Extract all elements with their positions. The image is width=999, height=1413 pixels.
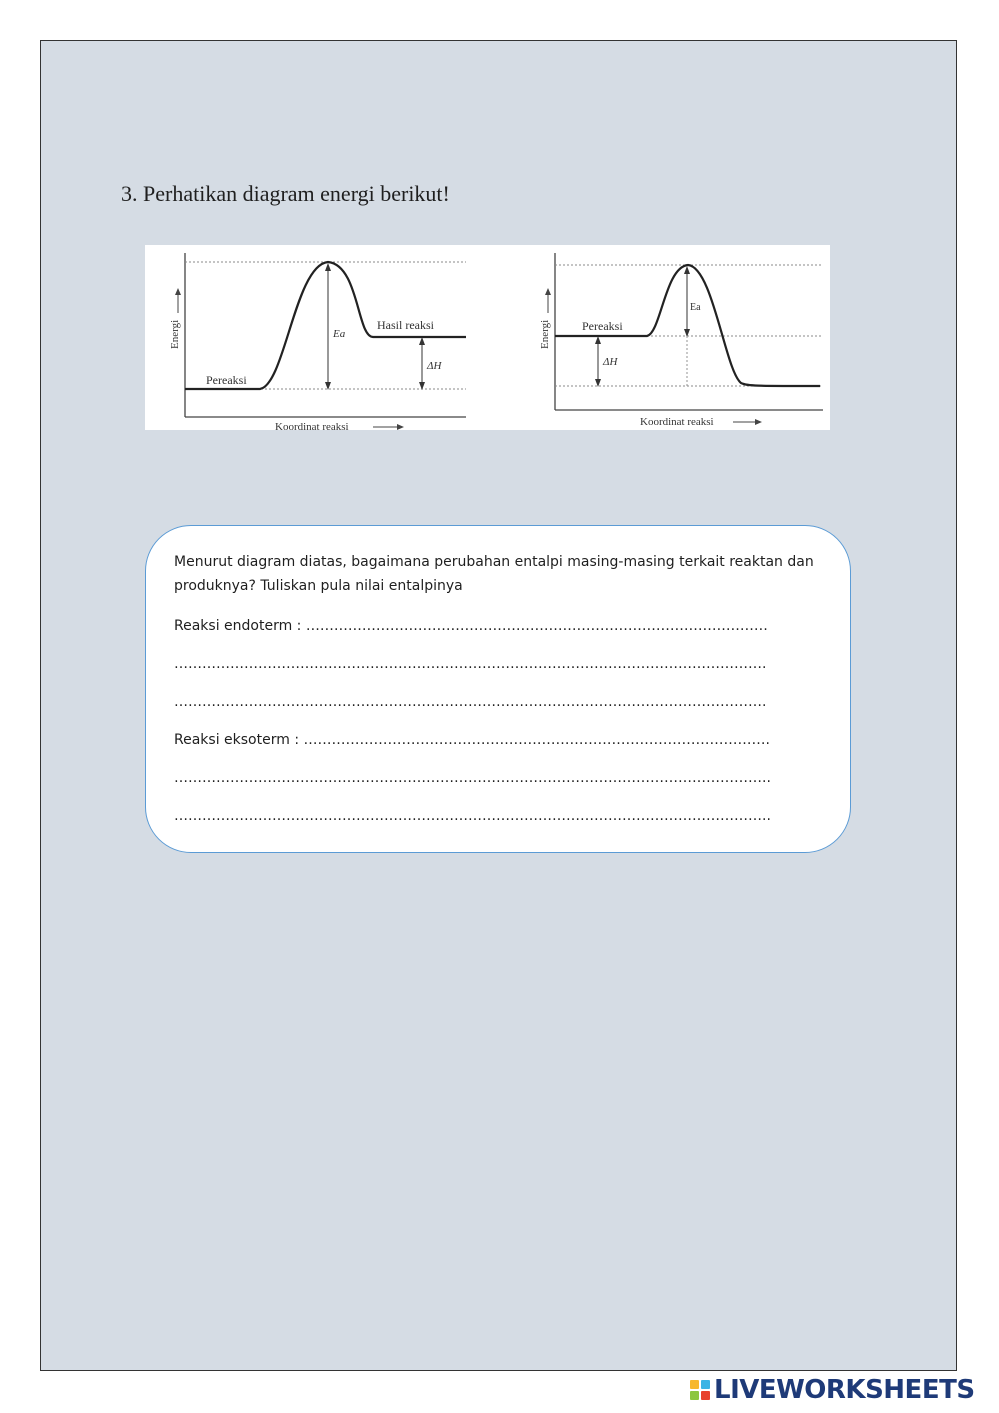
ea-label-right: Ea [690,302,701,313]
answer-prompt: Menurut diagram diatas, bagaimana perubahan entalpi masing-masing terkait reaktan dan produknya? Tuliskan pula nilai entalpinya [174,554,814,594]
ea-label-left: Ea [333,328,346,340]
eksoterm-answer-line-3[interactable]: ……………………………………………………………………………………………………………….. [174,808,771,824]
x-axis-label-left: Koordinat reaksi [275,421,349,430]
logo-text: LIVEWORKSHEETS [714,1375,975,1405]
energy-diagram-eksoterm [539,253,823,428]
y-axis-label-left: Energi [169,319,181,349]
eksoterm-answer-line-2[interactable]: ……………………………………………………………………………………………………………….. [174,770,771,786]
question-heading [121,181,450,207]
dh-label-left: ΔH [427,360,442,372]
endoterm-answer-line-2[interactable]: ………………………………………………………………………………………………………………. [174,656,767,672]
energy-diagram-endoterm [169,253,466,430]
liveworksheets-logo [690,1374,975,1406]
eksoterm-answer-line[interactable]: Reaksi eksoterm : ………………………………………………………………………………………. [174,732,770,748]
x-axis-label-right: Koordinat reaksi [640,416,714,428]
energy-diagram-figure [145,245,830,430]
question-number: 3. [121,181,138,206]
reactant-label-right: Pereaksi [582,319,623,333]
reactant-label-left: Pereaksi [206,373,247,387]
dh-label-right: ΔH [603,356,618,368]
worksheet-page [40,40,957,1371]
endoterm-answer-line[interactable]: Reaksi endoterm : ……………………………………………………………………………………… [174,618,768,634]
y-axis-label-right: Energi [539,319,551,349]
question-text: Perhatikan diagram energi berikut! [143,181,450,206]
answer-box [145,525,851,853]
logo-squares-icon [690,1380,710,1400]
endoterm-answer-line-3[interactable]: ………………………………………………………………………………………………………………. [174,694,767,710]
product-label-left: Hasil reaksi [377,318,434,332]
